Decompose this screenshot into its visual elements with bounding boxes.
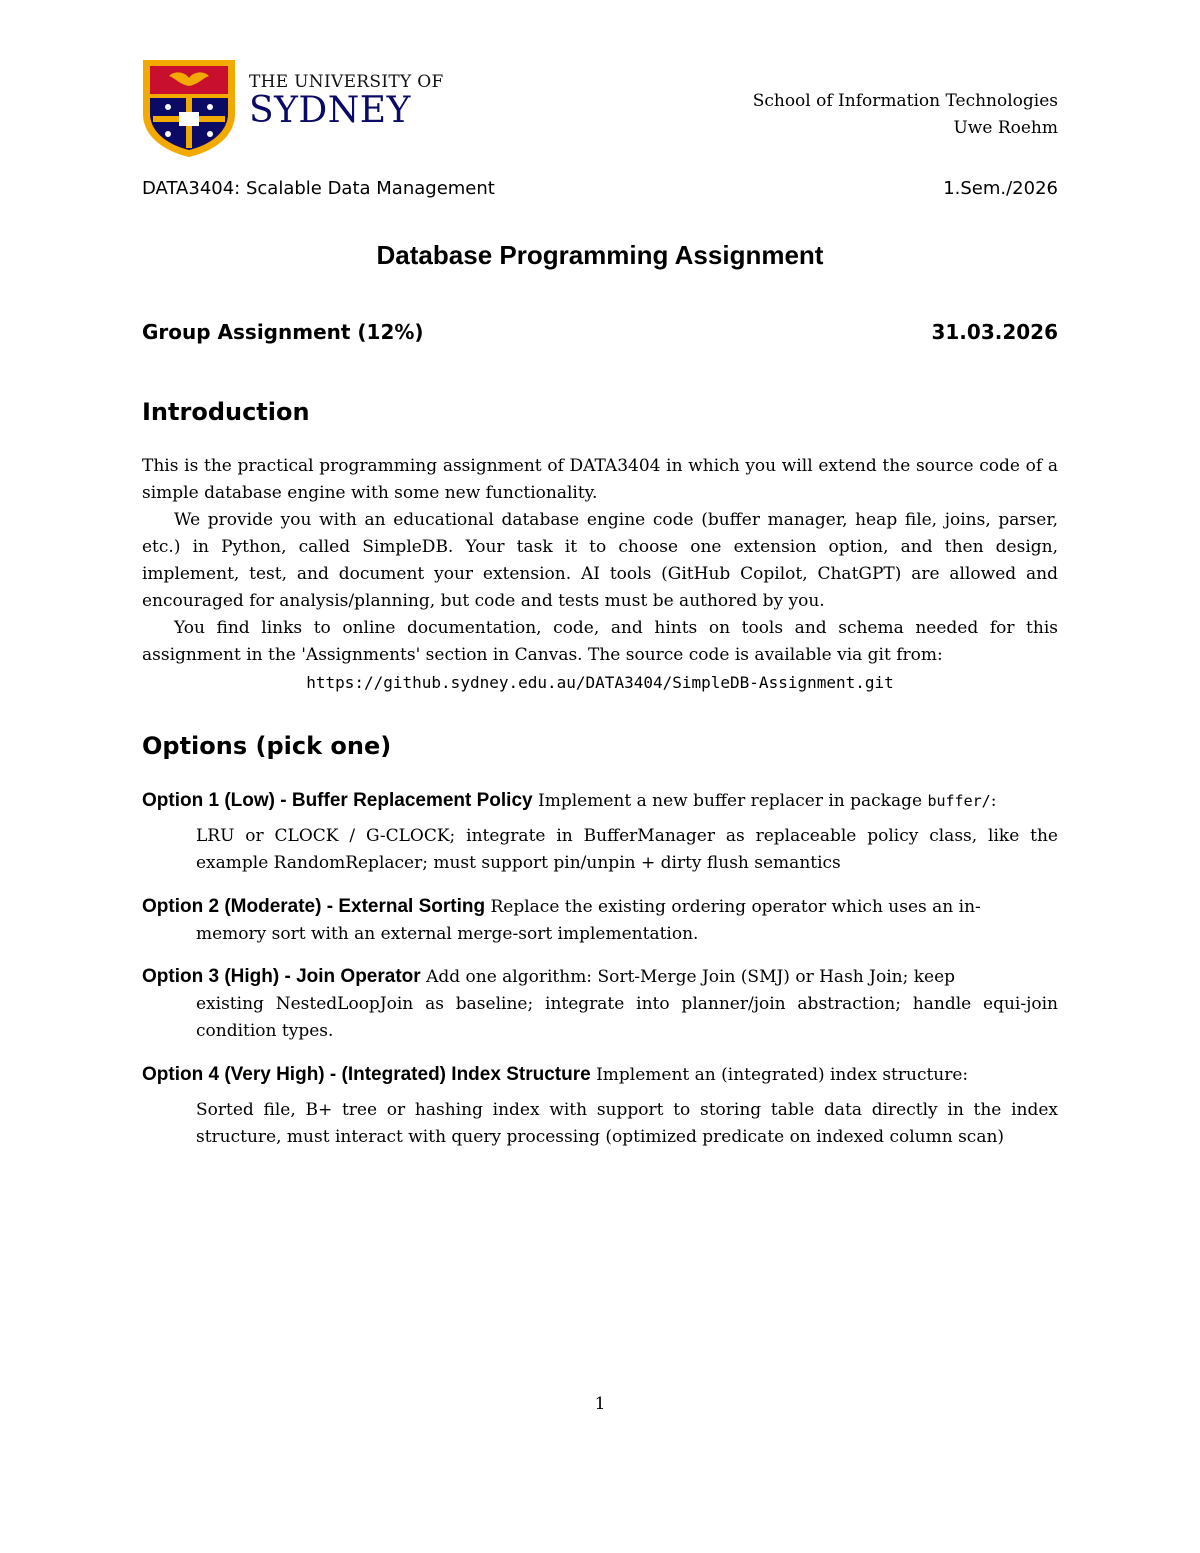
logo-line-1: THE UNIVERSITY OF <box>249 72 444 92</box>
option-3-title: Option 3 (High) - Join Operator <box>142 966 421 987</box>
option-3-body: existing NestedLoopJoin as baseline; integrate into planner/join abstraction; handle equi-join condition types. <box>196 994 1058 1041</box>
logo-wordmark <box>249 72 444 131</box>
course-title: DATA3404: Scalable Data Management <box>142 178 495 199</box>
option-3-lead: Add one algorithm: Sort-Merge Join (SMJ) or Hash Join; keep <box>426 967 956 987</box>
document-title: Database Programming Assignment <box>376 240 824 270</box>
school-block <box>753 88 1058 142</box>
option-4-body: Sorted file, B+ tree or hashing index with support to storing table data directly in the index structure, must interact with query processing (optimized predicate on indexed column scan) <box>196 1100 1058 1147</box>
option-1-lead-end: : <box>990 791 997 811</box>
logo-line-2: SYDNEY <box>249 90 411 131</box>
introduction-body <box>142 453 1058 696</box>
group-row <box>142 320 1058 350</box>
author-name: Uwe Roehm <box>953 118 1058 138</box>
option-4-title: Option 4 (Very High) - (Integrated) Index Structure <box>142 1064 591 1085</box>
intro-paragraph-3: You find links to online documentation, code, and hints on tools and schema needed for this assignment in the 'Assignments' section in Canvas. The source code is available via git from: <box>142 618 1058 665</box>
intro-paragraph-1: This is the practical programming assignment of DATA3404 in which you will extend the source code of a simple database engine with some new functionality. <box>142 456 1058 503</box>
course-row <box>142 178 1058 204</box>
option-2 <box>142 893 1058 948</box>
page-number: 1 <box>594 1394 606 1414</box>
option-1-body: LRU or CLOCK / G-CLOCK; integrate in BufferManager as replaceable policy class, like the example RandomReplacer; must support pin/unpin + dirty flush semantics <box>196 826 1058 873</box>
option-1-code: buffer/ <box>927 792 991 810</box>
option-1-lead: Implement a new buffer replacer in package <box>538 791 923 811</box>
semester: 1.Sem./2026 <box>943 178 1058 199</box>
school-name: School of Information Technologies <box>752 91 1058 111</box>
option-1-title: Option 1 (Low) - Buffer Replacement Policy <box>142 790 533 811</box>
option-2-title: Option 2 (Moderate) - External Sorting <box>142 896 486 917</box>
options-heading: Options (pick one) <box>142 732 392 760</box>
university-crest-icon <box>141 58 237 158</box>
option-3 <box>142 963 1058 1045</box>
due-date: 31.03.2026 <box>931 320 1058 344</box>
option-1 <box>142 787 1058 877</box>
option-2-body: memory sort with an external merge-sort implementation. <box>196 924 699 944</box>
repository-url[interactable]: https://github.sydney.edu.au/DATA3404/SimpleDB-Assignment.git <box>306 673 894 692</box>
option-2-lead: Replace the existing ordering operator which uses an in- <box>490 897 981 917</box>
group-assignment-label: Group Assignment (12%) <box>142 320 424 344</box>
option-4-lead: Implement an (integrated) index structure: <box>596 1065 969 1085</box>
option-4 <box>142 1061 1058 1151</box>
university-logo <box>141 58 444 158</box>
intro-paragraph-2: We provide you with an educational database engine code (buffer manager, heap file, joins, parser, etc.) in Python, called SimpleDB. Your task it to choose one extension option, and then design, implement, test, and document your extension. AI tools (GitHub Copilot, ChatGPT) are allowed and encouraged for analysis/planning, but code and tests must be authored by you. <box>142 510 1058 611</box>
introduction-heading: Introduction <box>142 398 310 426</box>
